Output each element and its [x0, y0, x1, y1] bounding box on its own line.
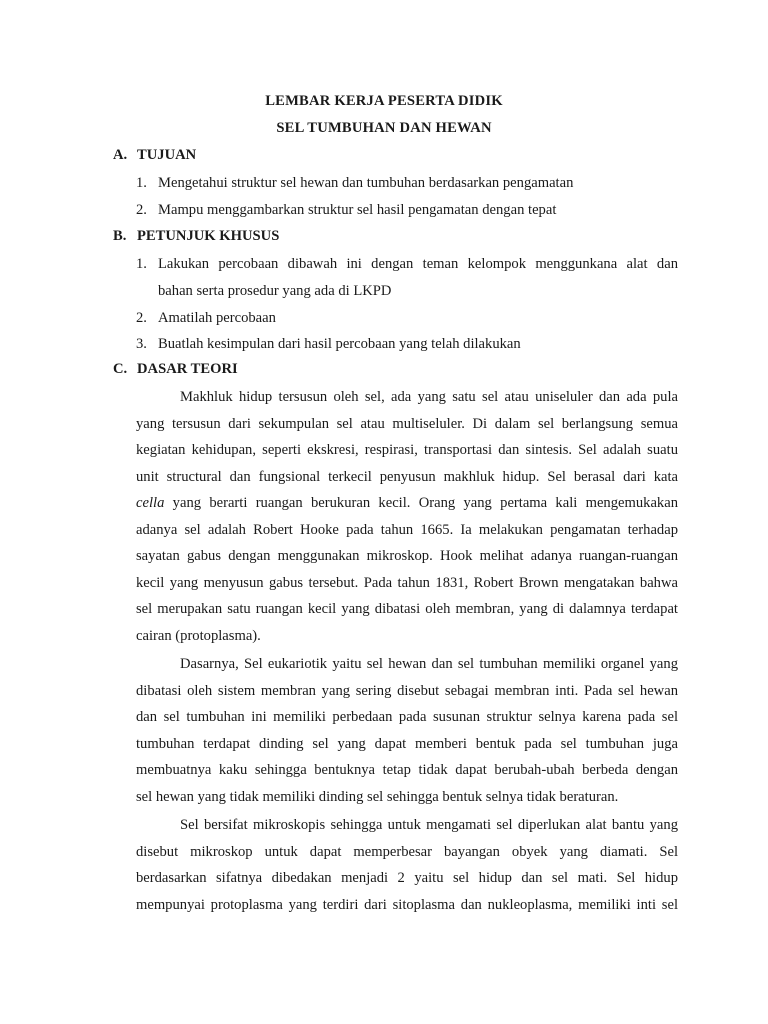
paragraph-3: [136, 812, 678, 918]
paragraph-line: yang tersusun dari sekumpulan sel atau multiseluler. Di dalam sel berlangsung semua: [136, 415, 678, 432]
list-item-text-line2: bahan serta prosedur yang ada di LKPD: [158, 282, 392, 299]
paragraph-line: Sel bersifat mikroskopis sehingga untuk mengamati sel diperlukan alat bantu yang: [180, 817, 678, 833]
paragraph-line: tumbuhan terdapat dinding sel yang dapat memberi bentuk pada sel tumbuhan juga: [136, 735, 678, 752]
paragraph-line: kegiatan kehidupan, seperti ekskresi, respirasi, transportasi dan sintesis. Sel adalah suatu: [136, 442, 678, 458]
paragraph-line: unit structural dan fungsional terkecil penyusun makhluk hidup. Sel berasal dari kata: [136, 468, 678, 485]
paragraph-line: Dasarnya, Sel eukariotik yaitu sel hewan dan sel tumbuhan memiliki organel yang: [180, 656, 678, 672]
list-item-number: 3.: [136, 336, 147, 352]
section-c-letter: C.: [113, 361, 128, 377]
italic-term: cella: [136, 495, 165, 511]
list-item-number: 1.: [136, 256, 147, 272]
paragraph-line: [136, 490, 678, 517]
list-item-text: Buatlah kesimpulan dari hasil percobaan yang telah dilakukan: [158, 336, 521, 352]
list-item-number: 2.: [136, 310, 147, 326]
paragraph-line-rest: yang berarti ruangan berukuran kecil. Orang yang pertama kali mengemukakan: [164, 495, 678, 511]
paragraph-line: sel merupakan satu ruangan kecil yang dibatasi oleh membran, yang di dalamnya terdapat: [136, 601, 678, 617]
paragraph-line: dan sel tumbuhan ini memiliki perbedaan pada susunan struktur selnya karena pada sel: [136, 709, 678, 725]
paragraph-line: sel hewan yang tidak memiliki dinding sel sehingga bentuk selnya tidak beraturan.: [136, 788, 619, 805]
paragraph-line: cairan (protoplasma).: [136, 627, 261, 644]
list-item-text: Amatilah percobaan: [158, 310, 276, 326]
list-item-text: Mengetahui struktur sel hewan dan tumbuhan berdasarkan pengamatan: [158, 175, 574, 191]
section-a-letter: A.: [113, 147, 128, 163]
paragraph-line: kecil yang menyusun gabus tersebut. Pada tahun 1831, Robert Brown mengatakan bahwa: [136, 574, 678, 591]
paragraph-line: adanya sel adalah Robert Hooke pada tahun 1665. Ia melakukan pengamatan terhadap: [136, 521, 678, 538]
list-item: [136, 251, 678, 304]
paragraph-line: mempunyai protoplasma yang terdiri dari sitoplasma dan nukleoplasma, memiliki inti sel: [136, 896, 678, 913]
section-c-title: DASAR TEORI: [137, 361, 238, 377]
paragraph-line: membuatnya kaku sehingga bentuknya tetap tidak dapat berubah-ubah berbeda dengan: [136, 762, 678, 778]
list-item-text: Mampu menggambarkan struktur sel hasil pengamatan dengan tepat: [158, 202, 557, 218]
list-item-number: 2.: [136, 202, 147, 218]
section-c-heading: [113, 361, 238, 378]
section-a-heading: [113, 147, 196, 164]
document-title-line2: SEL TUMBUHAN DAN HEWAN: [276, 120, 492, 136]
paragraph-line: dibatasi oleh sistem membran yang sering disebut sebagai membran inti. Pada sel hewan: [136, 682, 678, 699]
section-b-letter: B.: [113, 228, 127, 244]
paragraph-1: [136, 384, 678, 649]
paragraph-line: disebut mikroskop untuk dapat memperbesar bayangan obyek yang diamati. Sel: [136, 843, 678, 860]
paragraph-line: berdasarkan sifatnya dibedakan menjadi 2 yaitu sel hidup dan sel mati. Sel hidup: [136, 870, 678, 886]
list-item-text-block: [158, 251, 678, 304]
list-item: [136, 170, 678, 197]
list-item: [136, 331, 678, 358]
list-item: [136, 305, 678, 332]
paragraph-line: Makhluk hidup tersusun oleh sel, ada yang satu sel atau uniseluler dan ada pula: [180, 389, 678, 405]
section-b-title: PETUNJUK KHUSUS: [137, 228, 280, 244]
section-b-heading: [113, 228, 279, 245]
paragraph-line: sayatan gabus dengan menggunakan mikroskop. Hook melihat adanya ruangan-ruangan: [136, 548, 678, 564]
list-item-text-line1: Lakukan percobaan dibawah ini dengan teman kelompok menggunkana alat dan: [158, 256, 678, 272]
section-a-title: TUJUAN: [137, 147, 197, 163]
paragraph-2: [136, 651, 678, 810]
document-title-line1: LEMBAR KERJA PESERTA DIDIK: [265, 93, 503, 109]
list-item: [136, 197, 678, 224]
list-item-number: 1.: [136, 175, 147, 191]
